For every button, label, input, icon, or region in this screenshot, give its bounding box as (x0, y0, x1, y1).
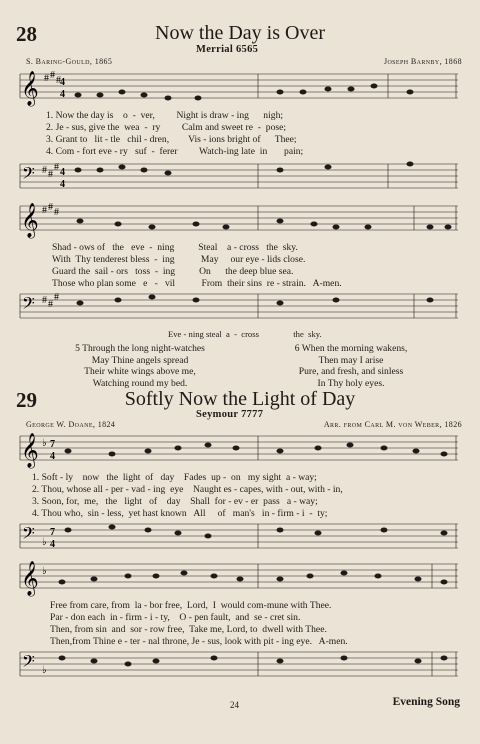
svg-text:7: 7 (50, 527, 55, 538)
tune-name: Seymour 7777 (196, 409, 264, 420)
svg-text:#: # (42, 205, 47, 216)
svg-text:#: # (48, 169, 53, 180)
treble-staff (18, 558, 458, 600)
stanza-6 (256, 343, 446, 389)
hymn-title: Softly Now the Light of Day (124, 388, 356, 410)
verse-1-line: 1. Soft - ly now the light of day Fades up - on my sight a - way; (32, 472, 317, 483)
verse-2-line: 2. Je - sus, give the wea - ry Calm and sweet re - pose; (46, 122, 287, 133)
svg-text:#: # (56, 75, 61, 86)
svg-text:4: 4 (60, 179, 65, 190)
svg-text:#: # (42, 165, 47, 176)
svg-text:4: 4 (60, 77, 65, 88)
verse-1-line: Free from care, from la - bor free, Lord, I would com-mune with Thee. (50, 600, 332, 611)
svg-text:𝄞: 𝄞 (21, 71, 39, 106)
tune-name: Merrial 6565 (196, 44, 259, 55)
verse-2-line: Par - don each in - firm - i - ty, O - pen fault, and se - cret sin. (50, 612, 301, 623)
stanza-line: Then may I arise (318, 354, 384, 366)
hymn-title: Now the Day is Over (155, 22, 325, 44)
svg-text:𝄞: 𝄞 (21, 433, 39, 468)
composer-credit: Joseph Barnby, 1868 (383, 57, 462, 66)
svg-text:4: 4 (60, 89, 65, 100)
verse-4-line: 4. Com - fort eve - ry suf - ferer Watch-ing late in pain; (46, 146, 304, 157)
verse-1-line: 1. Now the day is o - ver, Night is draw - ing nigh; (46, 110, 284, 121)
svg-text:#: # (54, 292, 59, 303)
stanza-line: Pure, and fresh, and sinless (298, 366, 404, 377)
page-number: 24 (230, 700, 239, 710)
svg-text:𝄞: 𝄞 (21, 203, 39, 238)
svg-text:#: # (54, 207, 59, 218)
svg-text:4: 4 (60, 167, 65, 178)
author-credit: George W. Doane, 1824 (26, 420, 116, 429)
verse-1-line: Shad - ows of the eve - ning Steal a - cross the sky. (52, 242, 298, 253)
verse-2-line: 2. Thou, whose all - per - vad - ing eye Naught es - capes, with - out, with - in, (32, 484, 343, 495)
svg-text:𝄢: 𝄢 (22, 293, 35, 317)
svg-text:𝄢: 𝄢 (22, 523, 35, 547)
svg-text:𝄞: 𝄞 (21, 561, 39, 596)
svg-text:♭: ♭ (42, 665, 47, 676)
svg-text:#: # (50, 70, 55, 81)
bass-staff (18, 646, 458, 686)
svg-text:𝄢: 𝄢 (22, 651, 35, 675)
author-credit: S. Baring-Gould, 1865 (26, 57, 113, 66)
stanza-line: 5 Through the long night-watches (75, 343, 205, 354)
stanza-line: Watching round my bed. (92, 377, 188, 389)
bass-staff (18, 158, 458, 194)
svg-text:𝄢: 𝄢 (22, 163, 35, 187)
svg-text:#: # (42, 295, 47, 306)
bass-lyric-line: Eve - ning steal a - cross the sky. (168, 329, 322, 339)
bass-staff (18, 288, 458, 324)
svg-text:4: 4 (50, 451, 55, 462)
verse-4-line: Those who plan some e - vil From their sins re - strain. A-men. (52, 278, 342, 289)
stanza-5 (40, 343, 240, 389)
hymn-number: 28 (16, 22, 37, 46)
svg-text:4: 4 (50, 539, 55, 550)
svg-text:♭: ♭ (42, 566, 47, 577)
verse-2-line: With Thy tenderest bless - ing May our eye - lids close. (52, 254, 306, 265)
stanza-line: May Thine angels spread (91, 354, 189, 366)
svg-text:7: 7 (50, 439, 55, 450)
stanza-line: 6 When the morning wakens, (294, 343, 408, 354)
svg-text:#: # (48, 299, 53, 310)
treble-staff (18, 200, 458, 242)
bass-staff (18, 518, 458, 554)
treble-staff (18, 68, 458, 110)
verse-3-line: 3. Soon, for, me, the light of day Shall for - ev - er pass a - way; (32, 496, 318, 507)
verse-3-line: 3. Grant to lit - tle chil - dren, Vis - ions bright of Thee; (46, 134, 297, 145)
svg-text:#: # (44, 73, 49, 84)
verse-4-line: 4. Thou who, sin - less, yet hast known All of man's in - firm - i - ty; (32, 508, 328, 519)
stanza-line: Their white wings above me, (84, 366, 196, 377)
svg-text:#: # (48, 202, 53, 213)
verse-4-line: Then,from Thine e - ter - nal throne, Je - sus, look with pit - ing eye. A-men. (50, 636, 348, 647)
verse-3-line: Then, from sin and sor - row free, Take me, Lord, to dwell with Thee. (50, 624, 327, 635)
svg-text:♭: ♭ (42, 438, 47, 449)
stanza-line: In Thy holy eyes. (317, 377, 385, 389)
verse-3-line: Guard the sail - ors toss - ing On the deep blue sea. (52, 266, 294, 277)
hymn-number: 29 (16, 388, 37, 412)
svg-text:#: # (54, 162, 59, 173)
next-hymn-name: Evening Song (392, 696, 460, 708)
composer-credit: Arr. from Carl M. von Weber, 1826 (323, 420, 462, 429)
svg-text:♭: ♭ (42, 537, 47, 548)
treble-staff (18, 430, 458, 472)
